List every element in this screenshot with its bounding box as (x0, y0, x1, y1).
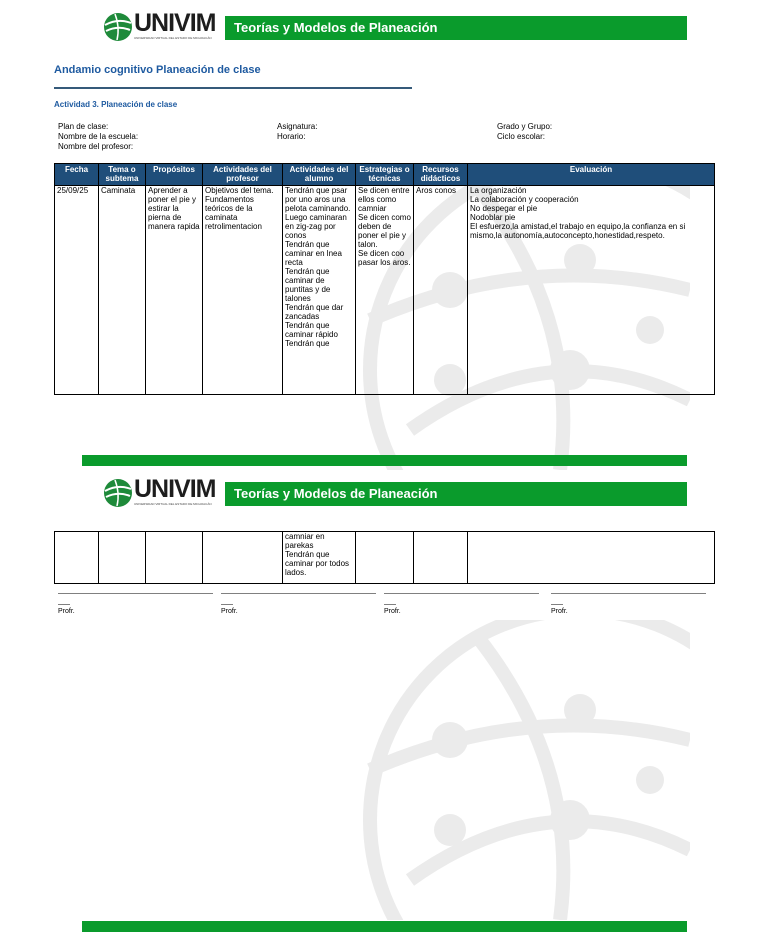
subject-label: Asignatura: (277, 122, 318, 131)
globe-logo-icon (103, 478, 133, 508)
signature-dash (384, 604, 396, 605)
cell-recursos (414, 532, 468, 584)
header-actividades-alumno: Actividades del alumno (283, 164, 356, 186)
signature-label: Profr. (58, 608, 75, 615)
cell-estrategias (356, 532, 414, 584)
lesson-plan-table-continued (54, 531, 715, 584)
globe-logo-icon (103, 12, 133, 42)
signature-line (58, 593, 213, 594)
page-footer-bar (82, 455, 687, 466)
signature-block-4 (551, 593, 706, 615)
header-propositos: Propósitos (146, 164, 203, 186)
univim-logo (103, 475, 216, 508)
header-banner: Teorías y Modelos de Planeación (225, 16, 687, 40)
schedule-label: Horario: (277, 132, 306, 141)
lesson-plan-table (54, 163, 715, 395)
cell-actividades-profesor (203, 532, 283, 584)
cell-fecha: 25/09/25 (55, 186, 99, 395)
cell-actividades-profesor: Objetivos del tema. Fundamentos teóricos de la caminata retrolimentacion (203, 186, 283, 395)
signature-block-3 (384, 593, 539, 615)
header-fecha: Fecha (55, 164, 99, 186)
cell-fecha (55, 532, 99, 584)
signature-dash (58, 604, 70, 605)
cell-recursos: Aros conos (414, 186, 468, 395)
info-middle (277, 122, 317, 142)
cell-propositos: Aprender a poner el pie y estirar la pierna de manera rapida (146, 186, 203, 395)
header-banner: Teorías y Modelos de Planeación (225, 482, 687, 506)
table-header-row (55, 164, 715, 186)
signature-line (221, 593, 376, 594)
watermark-globe-icon (330, 620, 690, 920)
signature-label: Profr. (551, 608, 568, 615)
school-label: Nombre de la escuela: (58, 132, 139, 141)
header-evaluacion: Evaluación (468, 164, 715, 186)
signature-block-1 (58, 593, 213, 615)
logo-text: UNIVIM (134, 475, 216, 503)
table-row (55, 532, 715, 584)
cell-evaluacion: La organización La colaboración y cooperación No despegar el pie Nodoblar pie El esfuerzo,la amistad,el trabajo en equipo,la confianza en si mismo,la autonomía,autoconcepto,honestidad,respeto. (468, 186, 715, 395)
signature-line (551, 593, 706, 594)
cell-actividades-alumno: Tendrán que psar por uno aros una pelota caminando. Luego caminaran en zig-zag por conos Tendrán que caminar en lnea recta Tendrán que caminar de puntitas y de talones Tendrán que dar zancadas Tendrán que caminar rápido Tendrán que (283, 186, 356, 395)
signature-dash (551, 604, 563, 605)
logo-text: UNIVIM (134, 9, 216, 37)
document-title: Andamio cognitivo Planeación de clase (54, 64, 261, 76)
school-year-label: Ciclo escolar: (497, 132, 546, 141)
table-row (55, 186, 715, 395)
cell-tema (99, 532, 146, 584)
header-estrategias: Estrategias o técnicas (356, 164, 414, 186)
header-tema: Tema o subtema (99, 164, 146, 186)
logo-tagline: UNIVERSIDAD VIRTUAL DEL ESTADO DE MICHOACÁN (134, 502, 212, 506)
cell-tema: Caminata (99, 186, 146, 395)
signature-label: Profr. (384, 608, 401, 615)
signature-label: Profr. (221, 608, 238, 615)
cell-evaluacion (468, 532, 715, 584)
signature-dash (221, 604, 233, 605)
activity-title: Actividad 3. Planeación de clase (54, 100, 178, 109)
cell-estrategias: Se dicen entre ellos como camniar Se dicen como deben de poner el pie y talon. Se dicen coo pasar los aros. (356, 186, 414, 395)
page-footer-bar (82, 921, 687, 932)
title-divider (54, 87, 412, 89)
signature-line (384, 593, 539, 594)
logo-tagline: UNIVERSIDAD VIRTUAL DEL ESTADO DE MICHOACÁN (134, 36, 212, 40)
plan-label: Plan de clase: (58, 122, 109, 131)
cell-actividades-alumno: camniar en parekas Tendrán que caminar por todos lados. (283, 532, 356, 584)
signature-block-2 (221, 593, 376, 615)
grade-group-label: Grado y Grupo: (497, 122, 553, 131)
teacher-label: Nombre del profesor: (58, 142, 134, 151)
univim-logo (103, 9, 216, 42)
header-recursos: Recursos didácticos (414, 164, 468, 186)
info-left (58, 122, 138, 152)
header-actividades-profesor: Actividades del profesor (203, 164, 283, 186)
info-right (497, 122, 552, 142)
cell-propositos (146, 532, 203, 584)
